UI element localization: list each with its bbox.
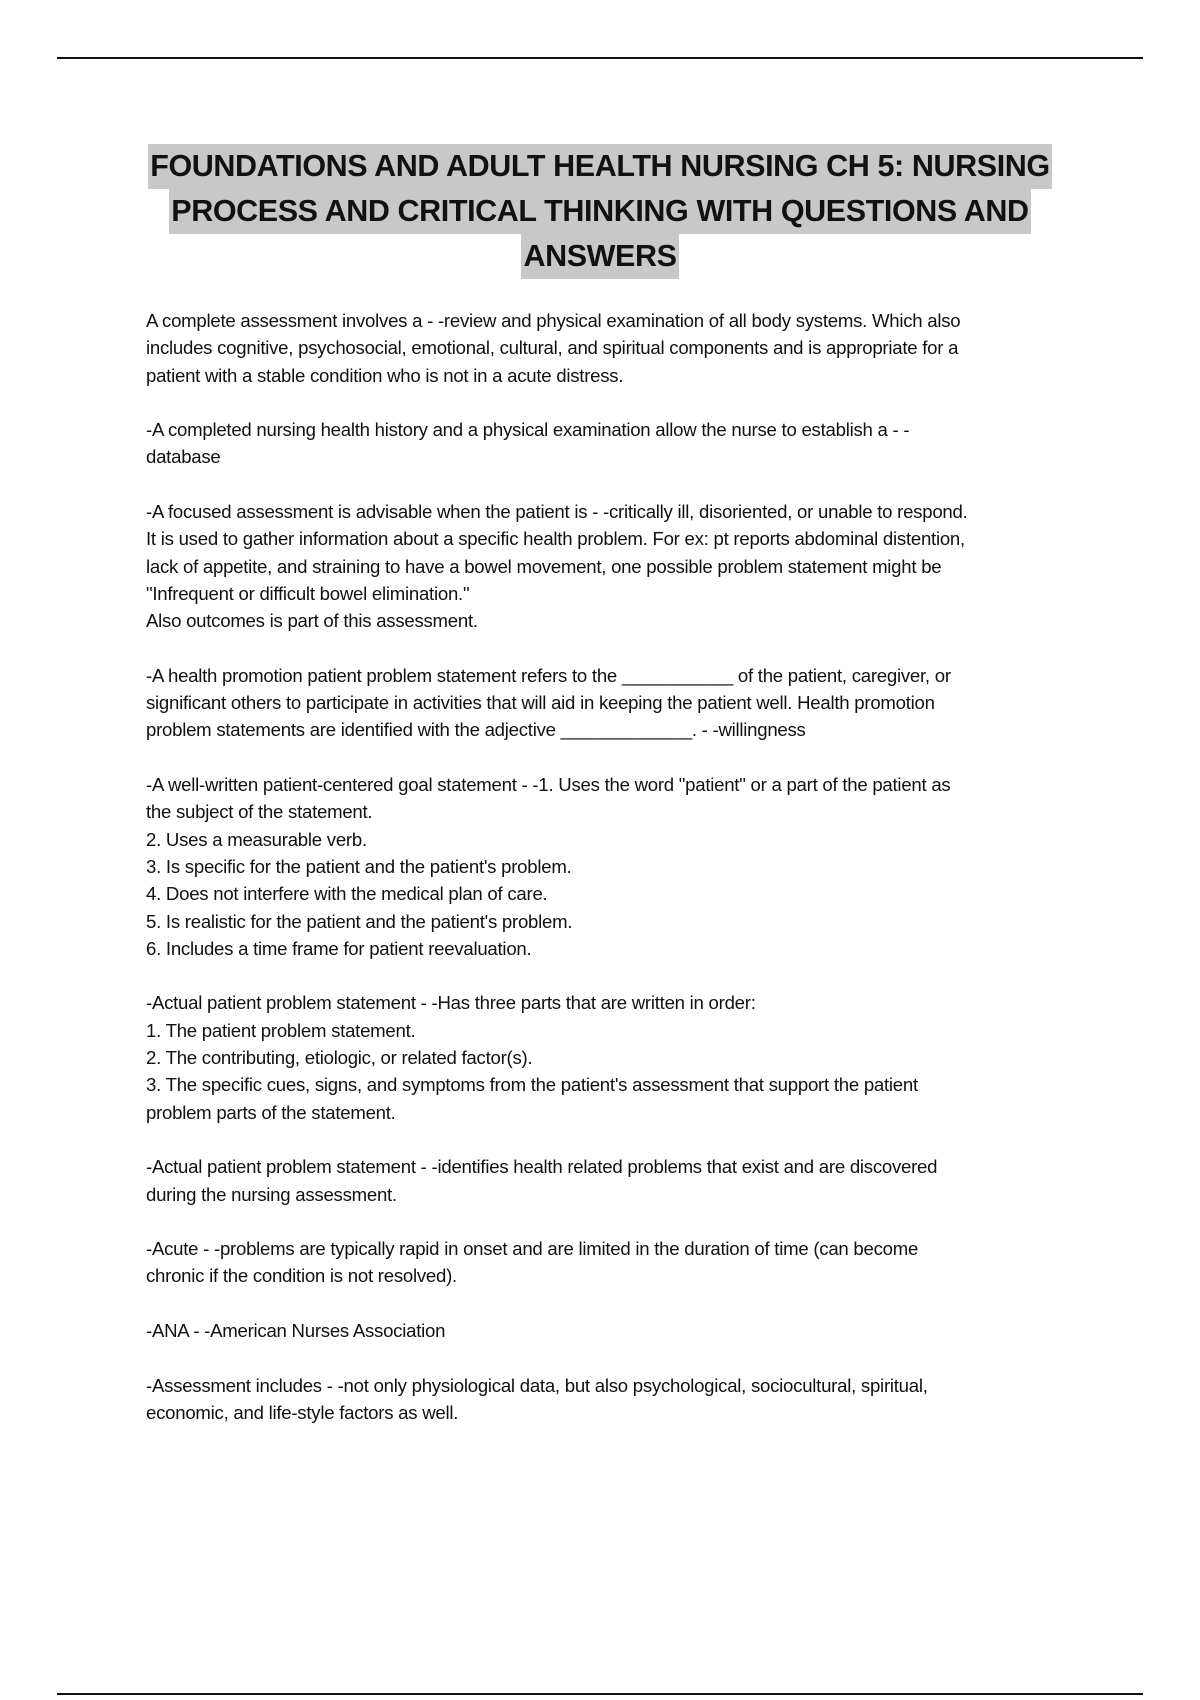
text-line: problem statements are identified with the adjective _____________. - -willingness [146,719,806,741]
text-line: includes cognitive, psychosocial, emotional, cultural, and spiritual components and is appropriate for a [146,337,959,359]
text-line: -Acute - -problems are typically rapid in onset and are limited in the duration of time (can become [146,1238,919,1260]
text-line: -A focused assessment is advisable when the patient is - -critically ill, disoriented, or unable to respond. [146,501,968,523]
text-line: significant others to participate in activities that will aid in keeping the patient well. Health promotion [146,692,935,714]
text-line: -Actual patient problem statement - -identifies health related problems that exist and are discovered [146,1156,938,1178]
title-line: PROCESS AND CRITICAL THINKING WITH QUESTIONS AND [169,189,1030,234]
paragraph-actual-problem-definition [146,1153,1096,1208]
text-line: It is used to gather information about a specific health problem. For ex: pt reports abdominal distention, [146,528,965,550]
title-line: ANSWERS [521,234,678,279]
document-title [130,144,1070,279]
paragraph-assessment-includes [146,1372,1096,1427]
text-line: the subject of the statement. [146,801,373,823]
text-line: -Assessment includes - -not only physiological data, but also psychological, sociocultural, spiritual, [146,1374,928,1396]
paragraph-complete-assessment [146,307,1096,389]
text-line: chronic if the condition is not resolved). [146,1265,457,1287]
list-item: 6. Includes a time frame for patient reevaluation. [146,937,532,959]
list-item: 4. Does not interfere with the medical plan of care. [146,883,548,905]
paragraph-focused-assessment [146,498,1096,634]
text-line: A complete assessment involves a - -review and physical examination of all body systems. Which also [146,310,961,331]
text-line: -A health promotion patient problem statement refers to the ___________ of the patient, caregiver, or [146,664,951,686]
paragraph-acute [146,1235,1096,1290]
paragraph-health-promotion [146,662,1096,744]
text-line: -Actual patient problem statement - -Has three parts that are written in order: [146,992,756,1014]
paragraph-ana [146,1317,1096,1344]
top-rule [57,57,1143,59]
bottom-rule [57,1693,1143,1695]
text-line: during the nursing assessment. [146,1183,397,1205]
text-line: "Infrequent or difficult bowel elimination." [146,582,470,604]
list-item: 2. The contributing, etiologic, or related factor(s). [146,1047,533,1069]
title-line: FOUNDATIONS AND ADULT HEALTH NURSING CH 5: NURSING [148,144,1051,189]
text-line: patient with a stable condition who is not in a acute distress. [146,364,624,386]
list-item: 1. The patient problem statement. [146,1019,416,1041]
text-line: -A completed nursing health history and a physical examination allow the nurse to establish a - - [146,419,910,441]
text-line: economic, and life-style factors as well. [146,1401,459,1423]
list-item: 2. Uses a measurable verb. [146,828,367,850]
text-line: -A well-written patient-centered goal statement - -1. Uses the word "patient" or a part of the patient as [146,774,951,796]
paragraph-goal-statement [146,771,1096,962]
paragraph-database [146,416,1096,471]
list-item: 5. Is realistic for the patient and the patient's problem. [146,910,573,932]
document-body [146,307,1096,1453]
text-line: -ANA - -American Nurses Association [146,1319,446,1341]
list-item: 3. The specific cues, signs, and symptoms from the patient's assessment that support the patient [146,1074,918,1096]
text-line: lack of appetite, and straining to have a bowel movement, one possible problem statement might be [146,555,942,577]
list-item: 3. Is specific for the patient and the patient's problem. [146,855,572,877]
text-line: problem parts of the statement. [146,1101,396,1123]
text-line: Also outcomes is part of this assessment. [146,610,478,632]
paragraph-actual-problem-parts [146,989,1096,1125]
text-line: database [146,446,221,468]
